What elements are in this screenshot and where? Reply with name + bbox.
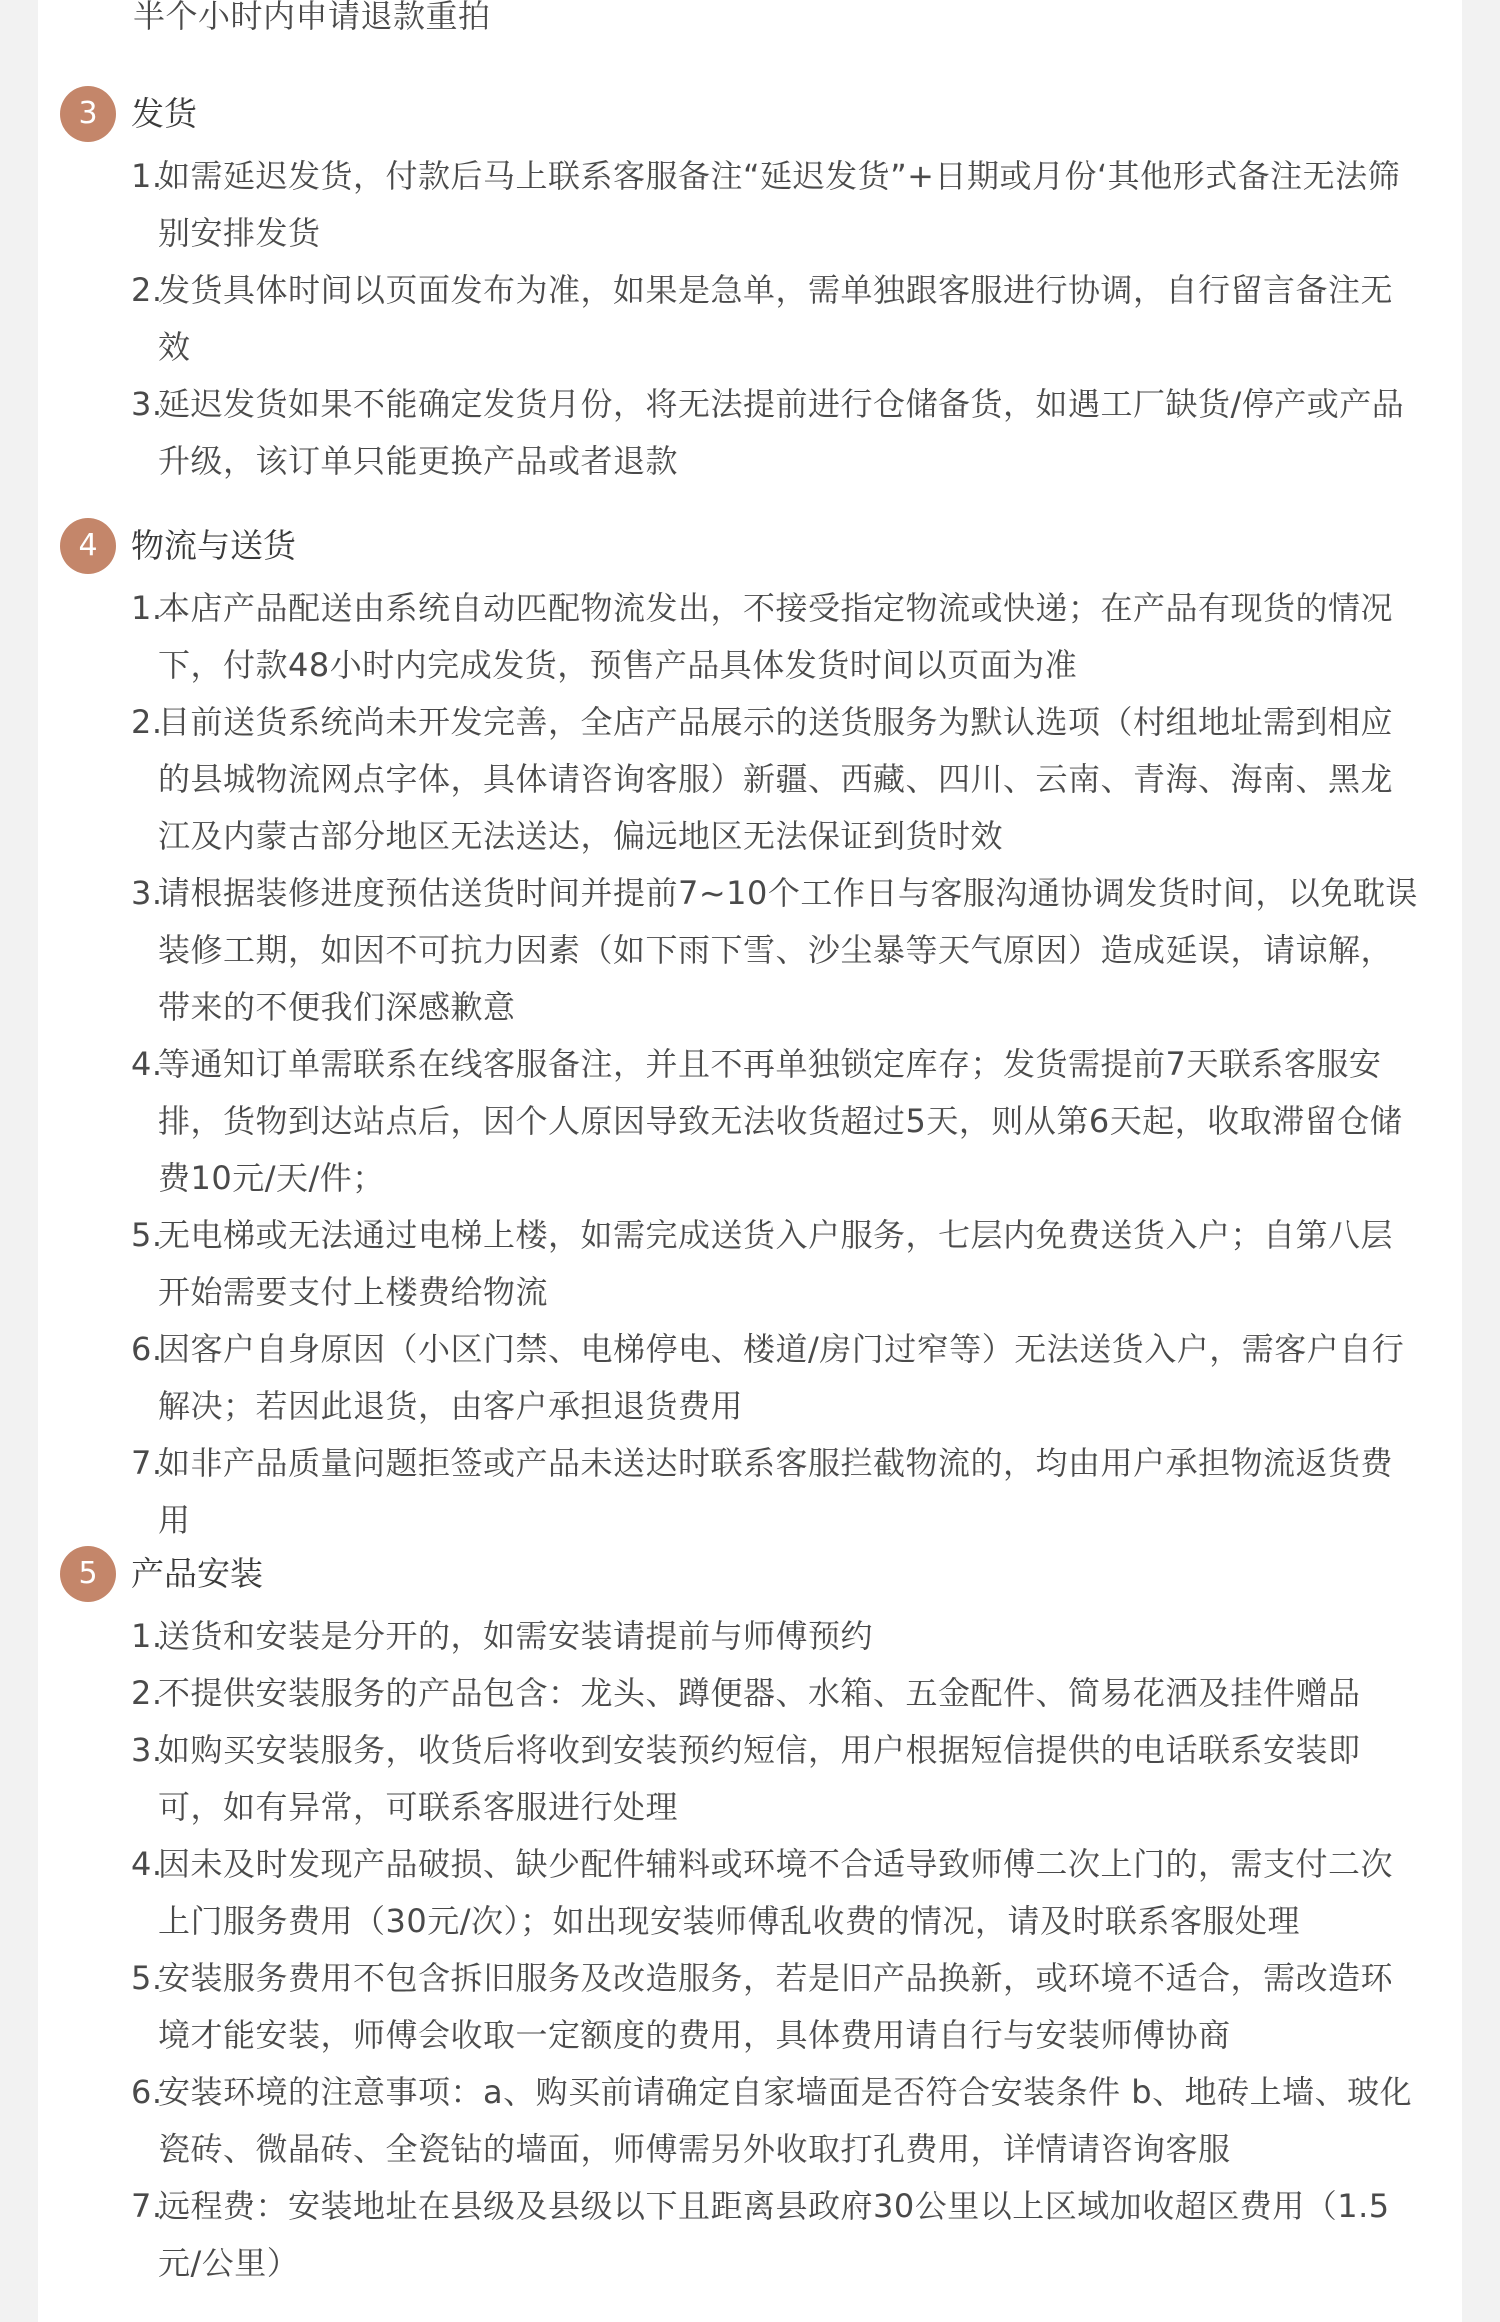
section-title: 发货 xyxy=(131,94,197,133)
list-item: 6. 因客户自身原因（小区门禁、电梯停电、楼道/房门过窄等）无法送货入户，需客户自行解决；若因此退货，由客户承担退货费用 xyxy=(131,1330,1405,1425)
list-item: 6. 安装环境的注意事项：a、购买前请确定自家墙面是否符合安装条件 b、地砖上墙、玻化瓷砖、微晶砖、全瓷钻的墙面，师傅需另外收取打孔费用，详情请咨询客服 xyxy=(131,2073,1413,2168)
list-item: 3. 延迟发货如果不能确定发货月份，将无法提前进行仓储备货，如遇工厂缺货/停产或产品升级，该订单只能更换产品或者退款 xyxy=(131,385,1405,480)
previous-section-tail: 半个小时内申请退款重拍 xyxy=(133,0,491,35)
section-logistics xyxy=(38,518,1462,1549)
list-item: 1. 如需延迟发货，付款后马上联系客服备注“延迟发货”+日期或月份‘其他形式备注无法筛别安排发货 xyxy=(131,157,1401,252)
section-shipping xyxy=(38,86,1462,490)
list-item: 2. 目前送货系统尚未开发完善，全店产品展示的送货服务为默认选项（村组地址需到相应的县城物流网点字体，具体请咨询客服）新疆、西藏、四川、云南、青海、海南、黑龙江及内蒙古部分地区无法送达，偏远地区无法保证到货时效 xyxy=(131,703,1394,855)
list-item: 4. 因未及时发现产品破损、缺少配件辅料或环境不合适导致师傅二次上门的，需支付二次上门服务费用（30元/次）；如出现安装师傅乱收费的情况，请及时联系客服处理 xyxy=(131,1845,1394,1940)
list-item: 5. 无电梯或无法通过电梯上楼，如需完成送货入户服务，七层内免费送货入户；自第八层开始需要支付上楼费给物流 xyxy=(131,1216,1394,1311)
section-number-badge: 5 xyxy=(60,1546,116,1602)
list-item: 2. 发货具体时间以页面发布为准，如果是急单，需单独跟客服进行协调，自行留言备注无效 xyxy=(131,271,1394,366)
section-item-list xyxy=(38,148,1462,490)
section-number-badge: 3 xyxy=(60,86,116,142)
section-item-list xyxy=(38,1608,1462,2292)
section-header xyxy=(38,518,1462,580)
section-installation xyxy=(38,1546,1462,2292)
list-item: 7. 如非产品质量问题拒签或产品未送达时联系客服拦截物流的，均由用户承担物流返货费用 xyxy=(131,1444,1394,1539)
section-item-list xyxy=(38,580,1462,1549)
section-header xyxy=(38,1546,1462,1608)
list-item: 4. 等通知订单需联系在线客服备注，并且不再单独锁定库存；发货需提前7天联系客服安排，货物到达站点后，因个人原因导致无法收货超过5天，则从第6天起，收取滞留仓储费10元/天/件； xyxy=(131,1045,1403,1197)
section-title: 产品安装 xyxy=(131,1554,263,1593)
section-header xyxy=(38,86,1462,148)
list-item: 1. 送货和安装是分开的，如需安装请提前与师傅预约 xyxy=(131,1617,874,1655)
list-item: 2. 不提供安装服务的产品包含：龙头、蹲便器、水箱、五金配件、简易花洒及挂件赠品 xyxy=(131,1674,1361,1712)
list-item: 7. 远程费：安装地址在县级及县级以下且距离县政府30公里以上区域加收超区费用（1.5元/公里） xyxy=(131,2187,1390,2282)
list-item: 3. 请根据装修进度预估送货时间并提前7~10个工作日与客服沟通协调发货时间，以免耽误装修工期，如因不可抗力因素（如下雨下雪、沙尘暴等天气原因）造成延误，请谅解，带来的不便我们深感歉意 xyxy=(131,874,1418,1026)
section-number-badge: 4 xyxy=(60,518,116,574)
list-item: 5. 安装服务费用不包含拆旧服务及改造服务，若是旧产品换新，或环境不适合，需改造环境才能安装，师傅会收取一定额度的费用，具体费用请自行与安装师傅协商 xyxy=(131,1959,1394,2054)
section-title: 物流与送货 xyxy=(131,526,296,565)
list-item: 1. 本店产品配送由系统自动匹配物流发出，不接受指定物流或快递；在产品有现货的情况下，付款48小时内完成发货，预售产品具体发货时间以页面为准 xyxy=(131,589,1394,684)
policy-page xyxy=(38,0,1462,2322)
list-item: 3. 如购买安装服务，收货后将收到安装预约短信，用户根据短信提供的电话联系安装即可，如有异常，可联系客服进行处理 xyxy=(131,1731,1361,1826)
